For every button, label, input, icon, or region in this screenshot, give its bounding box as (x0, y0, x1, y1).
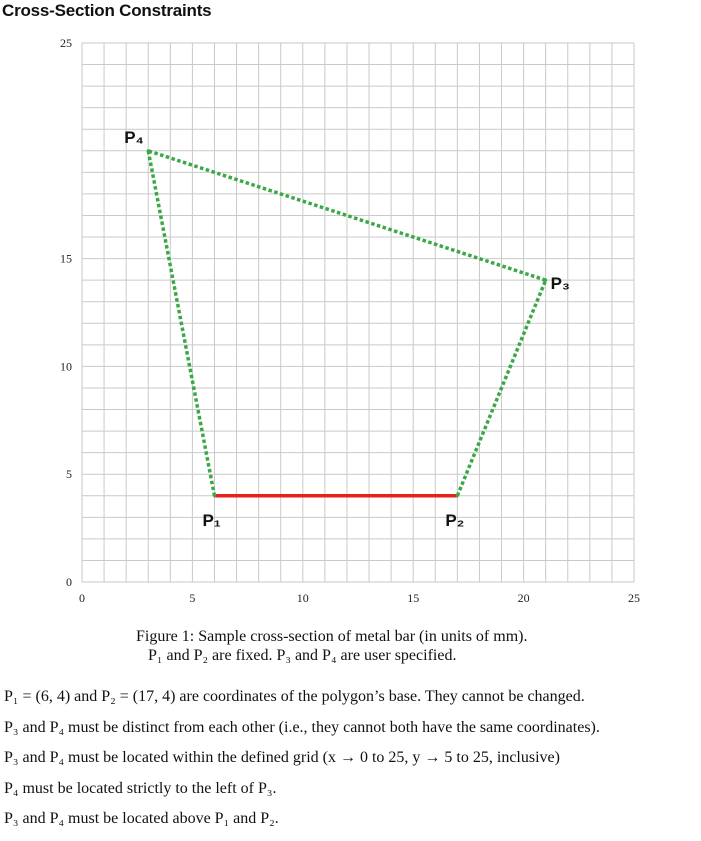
constraint-rule: P₃ and P₄ must be located within the defined grid (x → 0 to 25, y → 5 to 25, inclusive) (4, 749, 560, 767)
constraint-rule: P₃ and P₄ must be distinct from each other (i.e., they cannot both have the same coordinates). (4, 718, 600, 736)
point-label: P₃ (550, 274, 570, 294)
y-tick-label: 10 (60, 359, 72, 374)
x-tick-label: 0 (79, 591, 85, 605)
constraint-rule: P₃ and P₄ must be located above P₁ and P₂. (4, 810, 279, 828)
page-title: Cross-Section Constraints (2, 1, 212, 20)
x-tick-label: 5 (189, 591, 196, 605)
y-tick-label: 5 (66, 467, 72, 482)
x-tick-label: 10 (296, 591, 309, 605)
x-tick-label: 25 (628, 591, 640, 605)
caption-line-1: Figure 1: Sample cross-section of metal bar (in units of mm). (136, 628, 528, 645)
constraint-rule: P₁ = (6, 4) and P₂ = (17, 4) are coordinates of the polygon’s base. They cannot be changed. (4, 688, 585, 705)
vertex-point (544, 279, 547, 282)
x-tick-label: 15 (407, 591, 420, 605)
vertex-point (147, 149, 150, 152)
vertex-point (456, 494, 459, 497)
y-tick-label: 0 (66, 575, 72, 589)
y-tick-label: 15 (60, 251, 72, 266)
tick-labels (60, 36, 640, 605)
point-label: P₄ (124, 127, 144, 147)
grid-layer (82, 43, 634, 582)
vertex-point (213, 494, 216, 497)
figure-caption (136, 627, 527, 665)
x-tick-label: 20 (517, 591, 530, 605)
caption-line-2: P₁ and P₂ are fixed. P₃ and P₄ are user specified. (148, 647, 457, 664)
constraint-rule: P₄ must be located strictly to the left of P₃. (4, 779, 277, 797)
point-label: P₂ (445, 510, 465, 530)
point-label: P₁ (202, 510, 221, 530)
y-tick-label: 25 (60, 36, 72, 50)
constraint-list (4, 688, 698, 841)
